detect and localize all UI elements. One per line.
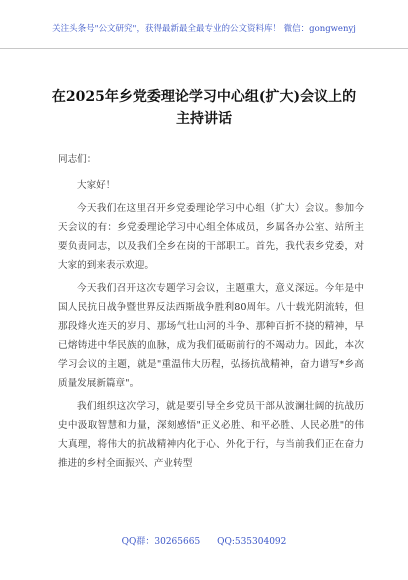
- greeting: 大家好！: [77, 180, 116, 191]
- paragraph-2: 今天我们召开这次专题学习会议，主题重大，意义深远。今年是中国人民抗日战争暨世界反法西斯战争胜利80周年。八十载光阴流转，但那段烽火连天的岁月、那场气壮山河的斗争、那种百折不挠的精神，早已熔铸进中华民族的血脉，成为我们砥砺前行的不竭动力。因此，本次学习会议的主题，就是"重温伟大历程，弘扬抗战精神，奋力谱写*乡高质量发展新篇章"。: [58, 283, 364, 389]
- document-title-line-1: 在2025年乡党委理论学习中心组(扩大)会议上的: [51, 89, 357, 105]
- paragraph-3: 我们组织这次学习，就是要引导全乡党员干部从波澜壮阔的抗战历史中汲取智慧和力量，深刻感悟"正义必胜、和平必胜、人民必胜"的伟大真理，将伟大的抗战精神内化于心、外化于行，与当前我们正在奋力推进的乡村全面振兴、产业转型: [58, 401, 364, 469]
- document-body: [58, 150, 364, 473]
- footer-qq-number: QQ:535304092: [217, 537, 287, 547]
- footer-contacts: [0, 534, 408, 547]
- document-title: [0, 86, 408, 130]
- header-divider: [0, 48, 408, 49]
- footer-qq-group: QQ群：30265665: [121, 537, 201, 547]
- header-notice: 关注头条号"公文研究"，获得最新最全最专业的公文资料库！ 微信：gongwenyj: [52, 24, 356, 34]
- document-title-line-2: 主持讲话: [176, 111, 232, 127]
- salutation: 同志们：: [58, 154, 97, 165]
- paragraph-1: 今天我们在这里召开乡党委理论学习中心组（扩大）会议。参加今天会议的有：乡党委理论学习中心组全体成员，乡属各办公室、站所主要负责同志，以及我们全乡在岗的干部职工。首先，我代表乡党委，对大家的到来表示欢迎。: [58, 203, 364, 271]
